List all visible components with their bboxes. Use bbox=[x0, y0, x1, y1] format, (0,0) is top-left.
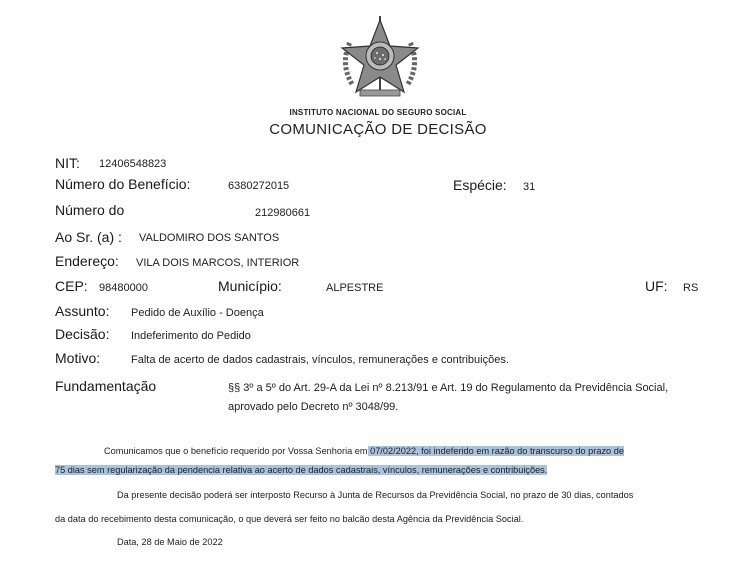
ao-sr-value: VALDOMIRO DOS SANTOS bbox=[139, 232, 280, 244]
endereco-value: VILA DOIS MARCOS, INTERIOR bbox=[136, 257, 300, 269]
numero-do-value: 212980661 bbox=[255, 207, 311, 219]
beneficio-value: 6380272015 bbox=[228, 180, 290, 192]
paragraph-2-line-1: Da presente decisão poderá ser interposto Recurso à Junta de Recursos da Previdência Social, no prazo de 30 dias, contados bbox=[117, 490, 634, 500]
nit-label: NIT: bbox=[55, 155, 80, 171]
paragraph-1-text: Comunicamos que o benefício requerido por Vossa Senhoria em bbox=[104, 446, 368, 456]
document-title: COMUNICAÇÃO DE DECISÃO bbox=[269, 121, 487, 138]
motivo-value: Falta de acerto de dados cadastrais, vínculos, remunerações e contribuições. bbox=[131, 354, 509, 366]
institute-name: INSTITUTO NACIONAL DO SEGURO SOCIAL bbox=[289, 108, 467, 117]
municipio-label: Município: bbox=[218, 278, 282, 294]
paragraph-1-highlight: 07/02/2022, foi indeferido em razão do transcurso do prazo de bbox=[367, 446, 624, 456]
assunto-value: Pedido de Auxílio - Doença bbox=[131, 307, 264, 319]
uf-value: RS bbox=[683, 282, 699, 294]
ao-sr-label: Ao Sr. (a) : bbox=[55, 229, 122, 245]
fundamentacao-label: Fundamentação bbox=[55, 378, 157, 394]
cep-label: CEP: bbox=[55, 278, 88, 294]
paragraph-1-line-2 bbox=[55, 465, 547, 475]
decisao-label: Decisão: bbox=[55, 326, 110, 342]
municipio-value: ALPESTRE bbox=[326, 282, 384, 294]
cep-value: 98480000 bbox=[99, 282, 148, 294]
especie-label: Espécie: bbox=[453, 177, 507, 193]
especie-value: 31 bbox=[523, 181, 536, 193]
fundamentacao-line-2: aprovado pelo Decreto nº 3048/99. bbox=[228, 401, 399, 413]
paragraph-2-line-2: da data do recebimento desta comunicação, o que deverá ser feito no balcão desta Agência da Previdência Social. bbox=[55, 514, 524, 524]
decisao-value: Indeferimento do Pedido bbox=[131, 330, 251, 342]
beneficio-label: Número do Benefício: bbox=[55, 176, 191, 192]
fundamentacao-line-1: §§ 3º a 5º do Art. 29-A da Lei nº 8.213/91 e Art. 19 do Regulamento da Previdência Social, bbox=[228, 382, 669, 394]
numero-do-label: Número do bbox=[55, 202, 125, 218]
paragraph-1-line-1 bbox=[104, 446, 624, 456]
motivo-label: Motivo: bbox=[55, 350, 101, 366]
coat-of-arms-seal-icon bbox=[330, 14, 430, 102]
nit-value: 12406548823 bbox=[99, 158, 167, 170]
assunto-label: Assunto: bbox=[55, 303, 110, 319]
paragraph-1-highlight-2: 75 dias sem regularização da pendencia relativa ao acerto de dados cadastrais, vínculos, remunerações e contribuições. bbox=[55, 465, 548, 475]
endereco-label: Endereço: bbox=[55, 253, 119, 269]
date-line: Data, 28 de Maio de 2022 bbox=[117, 537, 223, 547]
uf-label: UF: bbox=[645, 278, 668, 294]
